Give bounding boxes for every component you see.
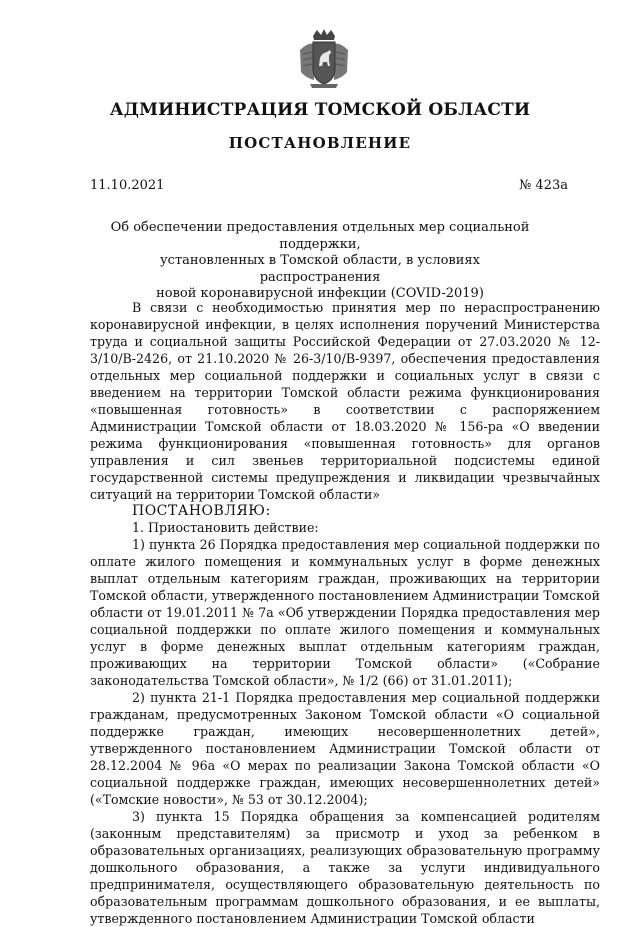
document-subject [110, 220, 530, 303]
clause-1-2: 2) пункта 21-1 Порядка предоставления мер социальной поддержки гражданам, предусмотренных Законом Томской области «О социальной поддержке граждан, имеющих несовершеннолетних детей», утвержденного постановлением Администрации Томской области от 28.12.2004 № 96а «О мерах по реализации Закона Томской области «О социальной поддержке граждан, имеющих несовершеннолетних детей» («Томские новости», № 53 от 30.12.2004); [90, 690, 600, 807]
preamble-paragraph: В связи с необходимостью принятия мер по нераспространению коронавирусной инфекции, в целях исполнения поручений Министерства труда и социальной защиты Российской Федерации от 27.03.2020 № 12-3/10/В-2426, от 21.10.2020 № 26-3/10/В-9397, обеспечения предоставления отдельных мер социальной поддержки и социальных услуг в связи с введением на территории Томской области режима функционирования «повышенная готовность» в соответствии с распоряжением Администрации Томской области от 18.03.2020 № 156-ра «О введении режима функционирования «повышенная готовность» для органов управления и сил звеньев территориальной подсистемы единой государственной системы предупреждения и ликвидации чрезвычайных ситуаций на территории Томской области» [90, 300, 600, 502]
resolve-heading: ПОСТАНОВЛЯЮ: [132, 503, 271, 519]
subject-line: новой коронавирусной инфекции (COVID-2019) [156, 286, 484, 301]
clause-1: 1. Приостановить действие: [132, 520, 319, 535]
clause-1-1: 1) пункта 26 Порядка предоставления мер социальной поддержки по оплате жилого помещения и коммунальных услуг в форме денежных выплат отдельным категориям граждан, проживающих на территории Томской области, утвержденного постановлением Администрации Томской области от 19.01.2011 № 7а «Об утверждении Порядка предоставления мер социальной поддержки по оплате жилого помещения и коммунальных услуг в форме денежных выплат отдельным категориям граждан, проживающих на территории Томской области» («Собрание законодательства Томской области», № 1/2 (66) от 31.01.2011); [90, 537, 600, 688]
document-number: № 423а [519, 178, 568, 193]
clause-1-3: 3) пункта 15 Порядка обращения за компенсацией родителям (законным представителям) за присмотр и уход за ребенком в образовательных организациях, реализующих образовательную программу дошкольного образования, а также за услуги индивидуального предпринимателя, осуществляющего образовательную деятельность по образовательным программам дошкольного образования, и ее выплаты, утвержденного постановлением Администрации Томской области [90, 809, 600, 926]
organization-title: АДМИНИСТРАЦИЯ ТОМСКОЙ ОБЛАСТИ [109, 100, 531, 120]
document-type: ПОСТАНОВЛЕНИЕ [228, 134, 412, 152]
subject-line: Об обеспечении предоставления отдельных мер социальной поддержки, [110, 220, 530, 252]
subject-line: установленных в Томской области, в условиях распространения [160, 253, 480, 285]
document-date: 11.10.2021 [90, 178, 165, 193]
coat-of-arms-icon [298, 28, 350, 90]
document-body [90, 299, 600, 927]
